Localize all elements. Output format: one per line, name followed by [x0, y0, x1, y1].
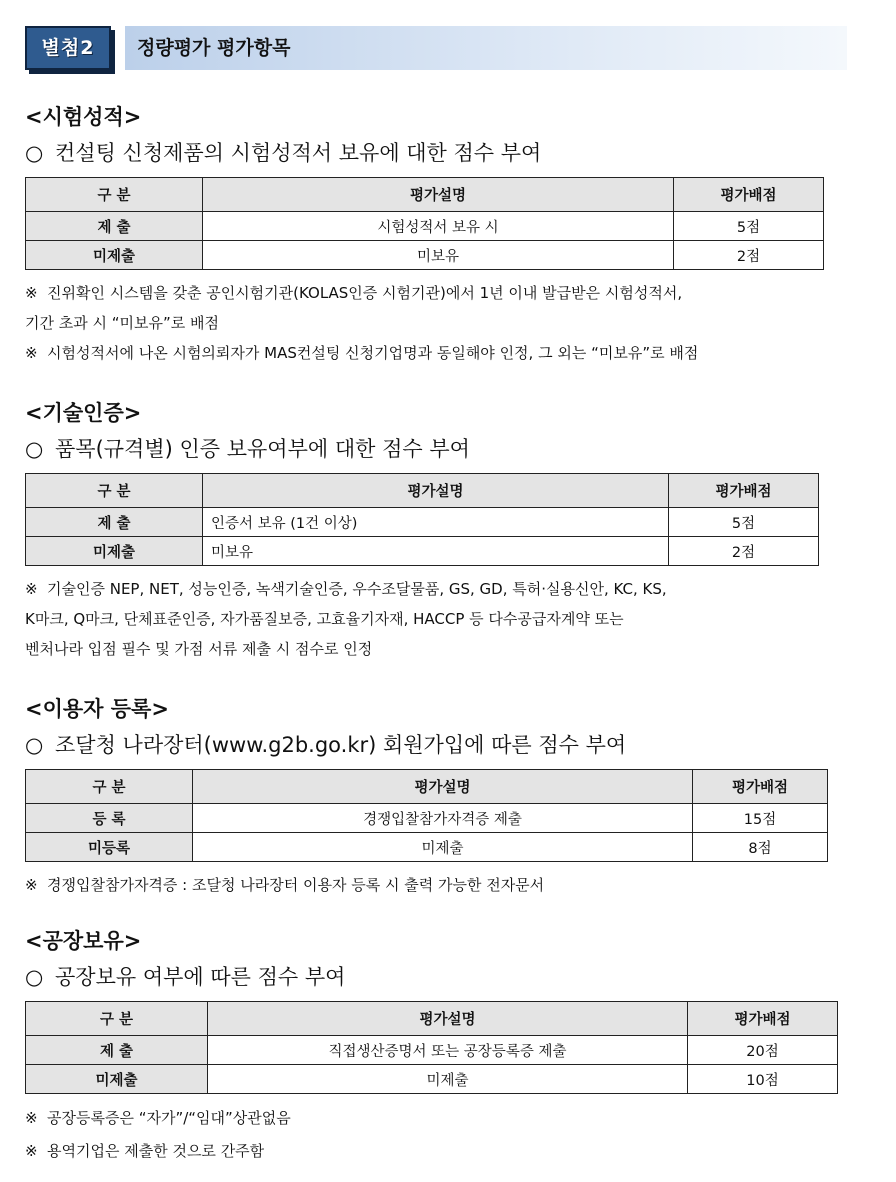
table-header-row [26, 474, 819, 508]
header-category: 구 분 [26, 474, 203, 508]
note [25, 1102, 855, 1135]
row-score: 15점 [693, 804, 828, 833]
table-header-row [26, 178, 824, 212]
note-line: 공장등록증은 “자가”/“임대”상관없음 [47, 1109, 291, 1127]
notes [25, 574, 855, 664]
note-mark: ※ [25, 1142, 38, 1160]
section-factory [25, 926, 855, 1168]
note-mark: ※ [25, 580, 38, 598]
row-score: 20점 [688, 1036, 838, 1065]
row-description: 직접생산증명서 또는 공장등록증 제출 [208, 1036, 688, 1065]
row-score: 10점 [688, 1065, 838, 1094]
note-line: K마크, Q마크, 단체표준인증, 자가품질보증, 고효율기자재, HACCP 등 다수공급자계약 또는 [25, 610, 624, 628]
section-heading: <이용자 등록> [25, 697, 169, 721]
header-description: 평가설명 [208, 1002, 688, 1036]
score-table [25, 769, 828, 862]
note-line: 용역기업은 제출한 것으로 간주함 [47, 1142, 265, 1160]
row-label: 미제출 [26, 537, 203, 566]
row-score: 2점 [669, 537, 819, 566]
row-description: 미보유 [203, 537, 669, 566]
row-label: 미제출 [26, 1065, 208, 1094]
header-score: 평가배점 [669, 474, 819, 508]
note-mark: ※ [25, 876, 38, 894]
section-tech-cert [25, 398, 855, 664]
row-label: 제 출 [26, 212, 203, 241]
appendix-title: 정량평가 평가항목 [125, 26, 847, 70]
note [25, 1135, 855, 1168]
note-continuation [25, 604, 855, 634]
header-description: 평가설명 [203, 474, 669, 508]
section-description-text: 조달청 나라장터(www.g2b.go.kr) 회원가입에 따른 점수 부여 [55, 733, 627, 757]
appendix-banner [25, 26, 847, 74]
table-row [26, 241, 824, 270]
note-line: 벤처나라 입점 필수 및 가점 서류 제출 시 점수로 인정 [25, 640, 373, 658]
section-description [25, 962, 855, 992]
table-row [26, 804, 828, 833]
section-user-registration [25, 694, 855, 900]
table-header-row [26, 770, 828, 804]
row-label: 제 출 [26, 508, 203, 537]
header-category: 구 분 [26, 178, 203, 212]
score-table [25, 177, 824, 270]
table-row [26, 537, 819, 566]
notes [25, 870, 855, 900]
header-category: 구 분 [26, 770, 193, 804]
section-heading: <시험성적> [25, 105, 142, 129]
note-mark: ※ [25, 344, 38, 362]
row-description: 경쟁입찰참가자격증 제출 [193, 804, 693, 833]
section-description-text: 공장보유 여부에 따른 점수 부여 [55, 965, 346, 989]
table-row [26, 1065, 838, 1094]
note-line: 기간 초과 시 “미보유”로 배점 [25, 314, 220, 332]
row-description: 인증서 보유 (1건 이상) [203, 508, 669, 537]
section-heading: <기술인증> [25, 401, 142, 425]
note-line: 경쟁입찰참가자격증 : 조달청 나라장터 이용자 등록 시 출력 가능한 전자문서 [47, 876, 545, 894]
circle-bullet: ○ [25, 733, 44, 757]
row-score: 8점 [693, 833, 828, 862]
row-description: 미보유 [203, 241, 674, 270]
section-description [25, 434, 855, 464]
table-row [26, 833, 828, 862]
note [25, 870, 855, 900]
circle-bullet: ○ [25, 141, 44, 165]
note-mark: ※ [25, 1109, 38, 1127]
note-continuation [25, 634, 855, 664]
score-table [25, 1001, 838, 1094]
row-label: 미등록 [26, 833, 193, 862]
note-mark: ※ [25, 284, 38, 302]
table-header-row [26, 1002, 838, 1036]
note-line: 기술인증 NEP, NET, 성능인증, 녹색기술인증, 우수조달물품, GS, GD, 특허·실용신안, KC, KS, [47, 580, 667, 598]
section-description-text: 품목(규격별) 인증 보유여부에 대한 점수 부여 [55, 437, 470, 461]
section-description [25, 138, 855, 168]
header-score: 평가배점 [674, 178, 824, 212]
section-heading: <공장보유> [25, 929, 142, 953]
note [25, 338, 855, 368]
note-continuation [25, 308, 855, 338]
header-description: 평가설명 [203, 178, 674, 212]
note [25, 278, 855, 308]
row-score: 5점 [674, 212, 824, 241]
row-label: 미제출 [26, 241, 203, 270]
note-line: 진위확인 시스템을 갖춘 공인시험기관(KOLAS인증 시험기관)에서 1년 이내 발급받은 시험성적서, [47, 284, 683, 302]
row-score: 5점 [669, 508, 819, 537]
header-score: 평가배점 [688, 1002, 838, 1036]
table-row [26, 508, 819, 537]
header-description: 평가설명 [193, 770, 693, 804]
notes [25, 278, 855, 368]
row-label: 제 출 [26, 1036, 208, 1065]
table-row [26, 1036, 838, 1065]
notes [25, 1102, 855, 1168]
circle-bullet: ○ [25, 437, 44, 461]
row-score: 2점 [674, 241, 824, 270]
section-description [25, 730, 855, 760]
row-description: 미제출 [208, 1065, 688, 1094]
row-description: 미제출 [193, 833, 693, 862]
header-score: 평가배점 [693, 770, 828, 804]
section-test-report [25, 102, 855, 368]
section-description-text: 컨설팅 신청제품의 시험성적서 보유에 대한 점수 부여 [55, 141, 542, 165]
table-row [26, 212, 824, 241]
note [25, 574, 855, 604]
row-description: 시험성적서 보유 시 [203, 212, 674, 241]
score-table [25, 473, 819, 566]
circle-bullet: ○ [25, 965, 44, 989]
note-line: 시험성적서에 나온 시험의뢰자가 MAS컨설팅 신청기업명과 동일해야 인정, 그 외는 “미보유”로 배점 [47, 344, 699, 362]
header-category: 구 분 [26, 1002, 208, 1036]
row-label: 등 록 [26, 804, 193, 833]
appendix-tag: 별첨2 [25, 26, 111, 70]
